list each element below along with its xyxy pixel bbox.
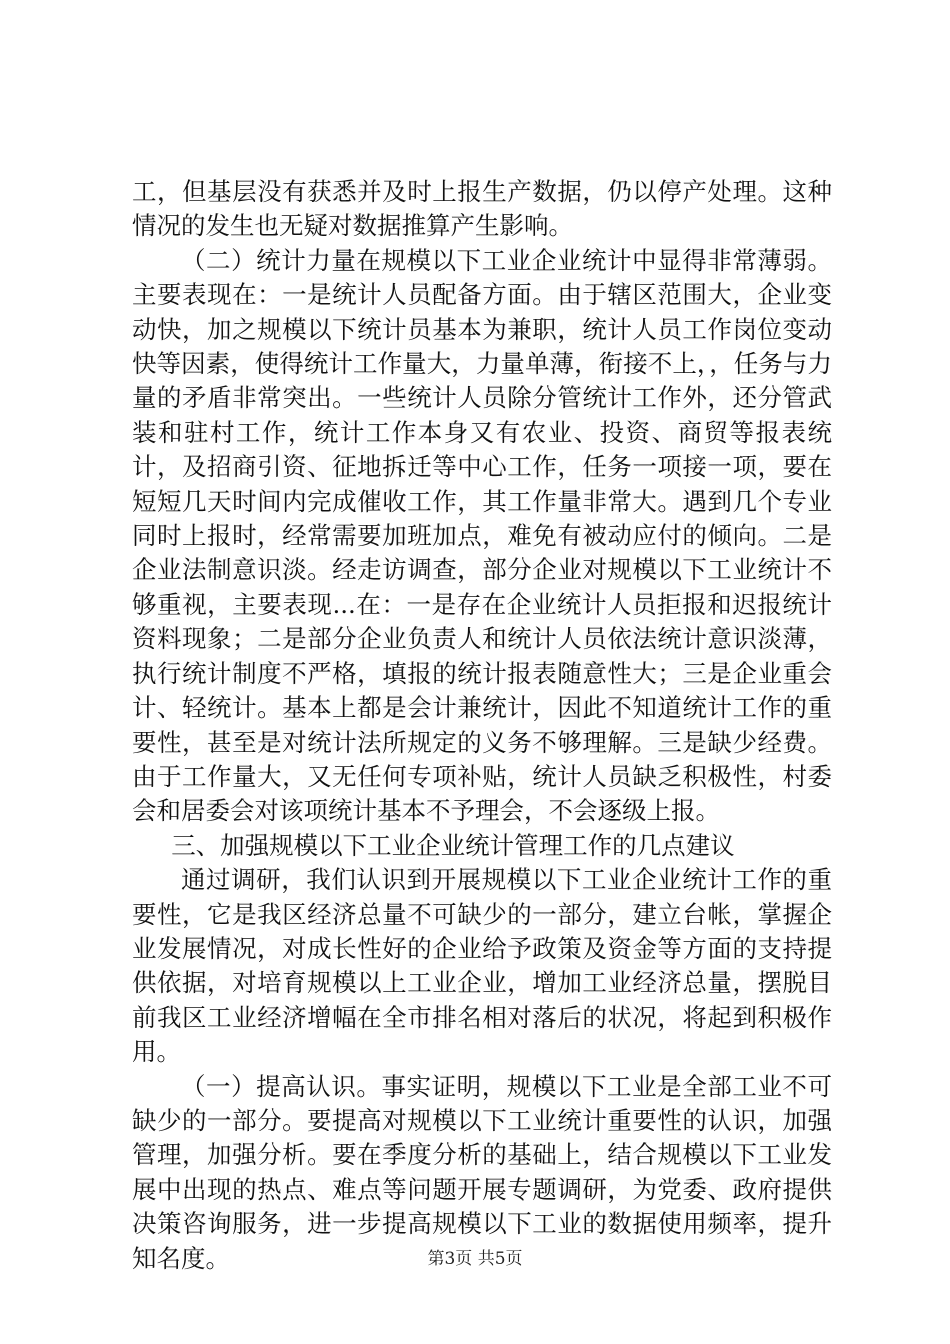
paragraph-research-findings: 通过调研，我们认识到开展规模以下工业企业统计工作的重要性，它是我区经济总量不可缺少的一部分，建立台帐，掌握企业发展情况，对成长性好的企业给予政策及资金等方面的支持提供依据，对培育规模以上工业企业，增加工业经济总量，摆脱目前我区工业经济增幅在全市排名相对落后的状况，将起到积极作用。 <box>132 865 832 1067</box>
paragraph-statistics-capacity: （二）统计力量在规模以下工业企业统计中显得非常薄弱。主要表现在：一是统计人员配备方面。由于辖区范围大，企业变动快，加之规模以下统计员基本为兼职，统计人员工作岗位变动快等因素，使得统计工作量大，力量单薄，衔接不上，，任务与力量的矛盾非常突出。一些统计人员除分管统计工作外，还分管武装和驻村工作，统计工作本身又有农业、投资、商贸等报表统计，及招商引资、征地拆迁等中心工作，任务一项接一项，要在短短几天时间内完成催收工作，其工作量非常大。遇到几个专业同时上报时，经常需要加班加点，难免有被动应付的倾向。二是企业法制意识淡。经走访调查，部分企业对规模以下工业统计不够重视，主要表现...在：一是存在企业统计人员拒报和迟报统计资料现象；二是部分企业负责人和统计人员依法统计意识淡薄，执行统计制度不严格，填报的统计报表随意性大；三是企业重会计、轻统计。基本上都是会计兼统计，因此不知道统计工作的重要性，甚至是对统计法所规定的义务不够理解。三是缺少经费。由于工作量大，又无任何专项补贴，统计人员缺乏积极性，村委会和居委会对该项统计基本不予理会，不会逐级上报。 <box>132 245 832 826</box>
page-footer: 第3页 共5页 <box>427 1249 523 1269</box>
document-body <box>132 175 832 1276</box>
paragraph-continuation: 工，但基层没有获悉并及时上报生产数据，仍以停产处理。这种情况的发生也无疑对数据推算产生影响。 <box>132 177 832 241</box>
section-heading: 三、加强规模以下工业企业统计管理工作的几点建议 <box>171 830 735 860</box>
paragraph-raise-awareness: （一）提高认识。事实证明，规模以下工业是全部工业不可缺少的一部分。要提高对规模以下工业统计重要性的认识，加强管理，加强分析。要在季度分析的基础上，结合规模以下工业发展中出现的热点、难点等问题开展专题调研，为党委、政府提供决策咨询服务，进一步提高规模以下工业的数据使用频率，提升知名度。 <box>132 1071 832 1273</box>
